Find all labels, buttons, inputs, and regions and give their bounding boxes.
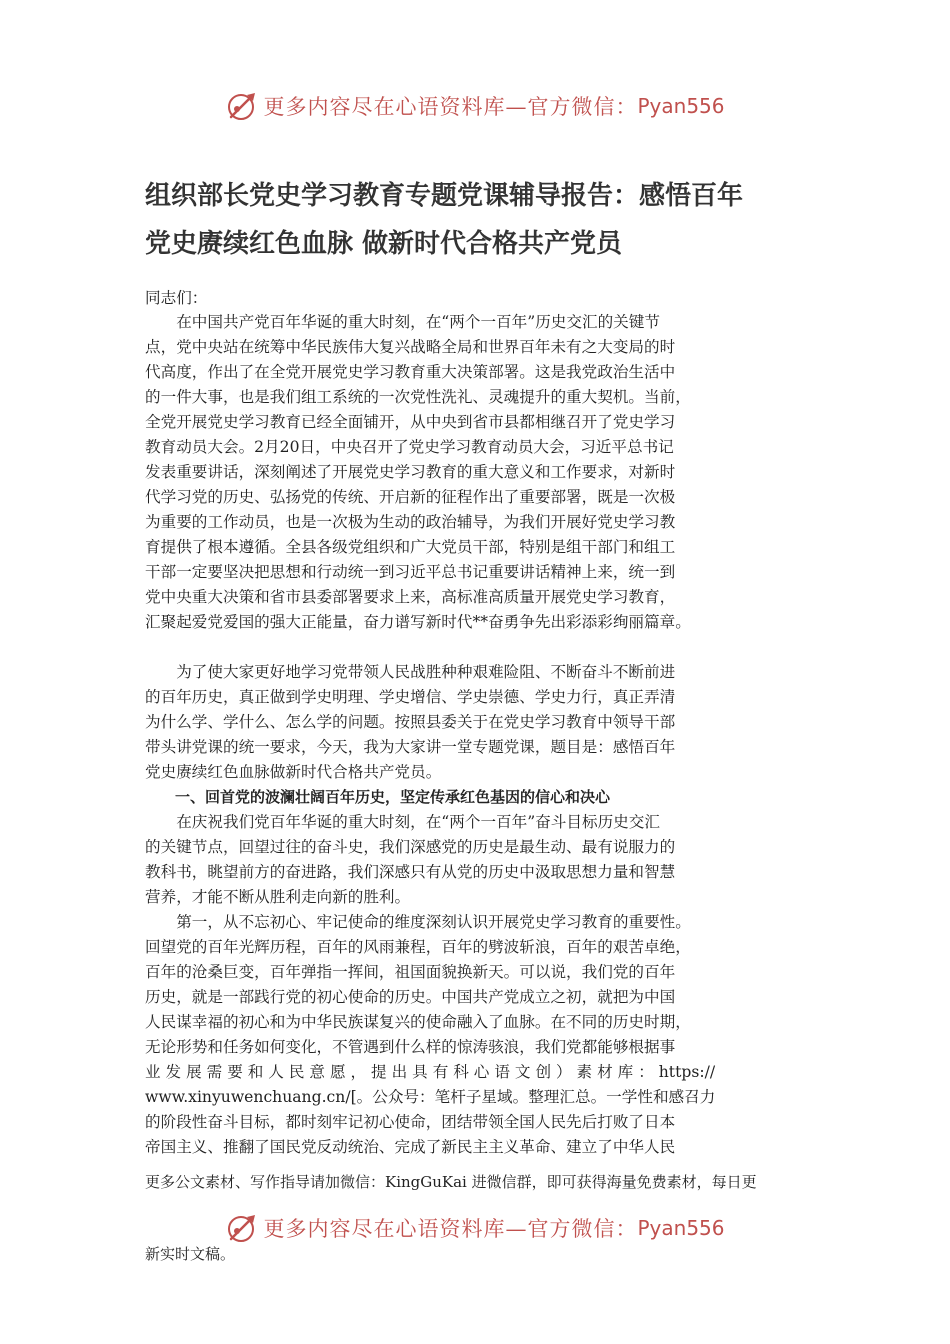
para1-line: 发表重要讲话，深刻阐述了开展党史学习教育的重大意义和工作要求，对新时 xyxy=(145,463,676,481)
para3-line: 营养，才能不断从胜利走向新的胜利。 xyxy=(145,888,411,906)
banner-text: 更多内容尽在心语资料库—官方微信： xyxy=(263,95,638,119)
para1-line: 为重要的工作动员，也是一次极为生动的政治辅导，为我们开展好党史学习教 xyxy=(145,513,676,531)
brand-logo-icon xyxy=(225,1211,259,1245)
para1-line: 教育动员大会。2月20日，中央召开了党史学习教育动员大会，习近平总书记 xyxy=(145,438,674,456)
para1-line: 干部一定要坚决把思想和行动统一到习近平总书记重要讲话精神上来，统一到 xyxy=(145,563,676,581)
para4-line: 回望党的百年光辉历程，百年的风雨兼程，百年的劈波斩浪，百年的艰苦卓绝， xyxy=(145,938,691,956)
para1-line: 点，党中央站在统筹中华民族伟大复兴战略全局和世界百年未有之大变局的时 xyxy=(145,338,676,356)
para1-line: 的一件大事，也是我们组工系统的一次党性洗礼、灵魂提升的重大契机。当前， xyxy=(145,388,691,406)
paragraph-2 xyxy=(145,660,809,785)
para1-line: 育提供了根本遵循。全县各级党组织和广大党员干部，特别是组干部门和组工 xyxy=(145,538,676,556)
para4-line: 百年的沧桑巨变，百年弹指一挥间，祖国面貌换新天。可以说，我们党的百年 xyxy=(145,963,676,981)
para4-line: 第一，从不忘初心、牢记使命的维度深刻认识开展党史学习教育的重要性。 xyxy=(176,913,691,931)
para4-line: 业 发 展 需 要 和 人 民 意 愿 ， 提 出 具 有 科 心 语 文 创 ） 素 材 库 ： https:// xyxy=(145,1063,716,1081)
para3-line: 在庆祝我们党百年华诞的重大时刻，在“两个一百年”奋斗目标历史交汇 xyxy=(176,813,660,831)
title-line-1: 组织部长党史学习教育专题党课辅导报告：感悟百年 xyxy=(145,181,744,211)
para2-line: 带头讲党课的统一要求，今天，我为大家讲一堂专题党课，题目是：感悟百年 xyxy=(145,738,676,756)
para4-line: 无论形势和任务如何变化，不管遇到什么样的惊涛骇浪，我们党都能够根据事 xyxy=(145,1038,676,1056)
para2-line: 党史赓续红色血脉做新时代合格共产党员。 xyxy=(145,763,442,781)
footer-note: 更多公文素材、写作指导请加微信：KingGuKai 进微信群，即可获得海量免费素材，每日更 xyxy=(145,1173,757,1191)
para1-line: 党中央重大决策和省市县委部署要求上来，高标准高质量开展党史学习教育， xyxy=(145,588,676,606)
para2-line: 的百年历史，真正做到学史明理、学史增信、学史崇德、学史力行，真正弄清 xyxy=(145,688,676,706)
para1-line: 代高度，作出了在全党开展党史学习教育重大决策部署。这是我党政治生活中 xyxy=(145,363,676,381)
para1-line: 全党开展党史学习教育已经全面铺开，从中央到省市县都相继召开了党史学习 xyxy=(145,413,676,431)
para3-line: 教科书，眺望前方的奋进路，我们深感只有从党的历史中汲取思想力量和智慧 xyxy=(145,863,676,881)
top-banner xyxy=(0,86,950,126)
para1-line: 代学习党的历史、弘扬党的传统、开启新的征程作出了重要部署，既是一次极 xyxy=(145,488,676,506)
banner-wechat-id: Pyan556 xyxy=(637,1216,725,1240)
bottom-banner xyxy=(0,1208,950,1248)
salutation: 同志们： xyxy=(145,289,208,307)
para1-line: 汇聚起爱党爱国的强大正能量，奋力谱写新时代**奋勇争先出彩添彩绚丽篇章。 xyxy=(145,613,691,631)
paragraph-4 xyxy=(145,910,809,1160)
brand-logo-icon xyxy=(225,89,259,123)
para3-line: 的关键节点，回望过往的奋斗史，我们深感党的历史是最生动、最有说服力的 xyxy=(145,838,676,856)
banner-text: 更多内容尽在心语资料库—官方微信： xyxy=(263,1217,638,1241)
para2-line: 为什么学、学什么、怎么学的问题。按照县委关于在党史学习教育中领导干部 xyxy=(145,713,676,731)
para2-line: 为了使大家更好地学习党带领人民战胜种种艰难险阻、不断奋斗不断前进 xyxy=(176,663,676,681)
para4-line: 历史，就是一部践行党的初心使命的历史。中国共产党成立之初，就把为中国 xyxy=(145,988,676,1006)
para4-line: 的阶段性奋斗目标，都时刻牢记初心使命，团结带领全国人民先后打败了日本 xyxy=(145,1113,676,1131)
section-heading-1: 一、回首党的波澜壮阔百年历史，坚定传承红色基因的信心和决心 xyxy=(175,788,611,806)
footer-note-end: 新实时文稿。 xyxy=(145,1245,236,1263)
banner-wechat-id: Pyan556 xyxy=(637,94,725,118)
paragraph-3 xyxy=(145,810,809,910)
para1-line: 在中国共产党百年华诞的重大时刻，在“两个一百年”历史交汇的关键节 xyxy=(176,313,660,331)
para4-line: 人民谋幸福的初心和为中华民族谋复兴的使命融入了血脉。在不同的历史时期， xyxy=(145,1013,691,1031)
paragraph-1 xyxy=(145,310,809,635)
document-title xyxy=(145,172,825,268)
para4-line: www.xinyuwenchuang.cn/[。公众号：笔杆子星域。整理汇总。一学性和感召力 xyxy=(145,1088,716,1106)
para4-line: 帝国主义、推翻了国民党反动统治、完成了新民主主义革命、建立了中华人民 xyxy=(145,1138,676,1156)
title-line-2: 党史赓续红色血脉 做新时代合格共产党员 xyxy=(145,229,623,259)
